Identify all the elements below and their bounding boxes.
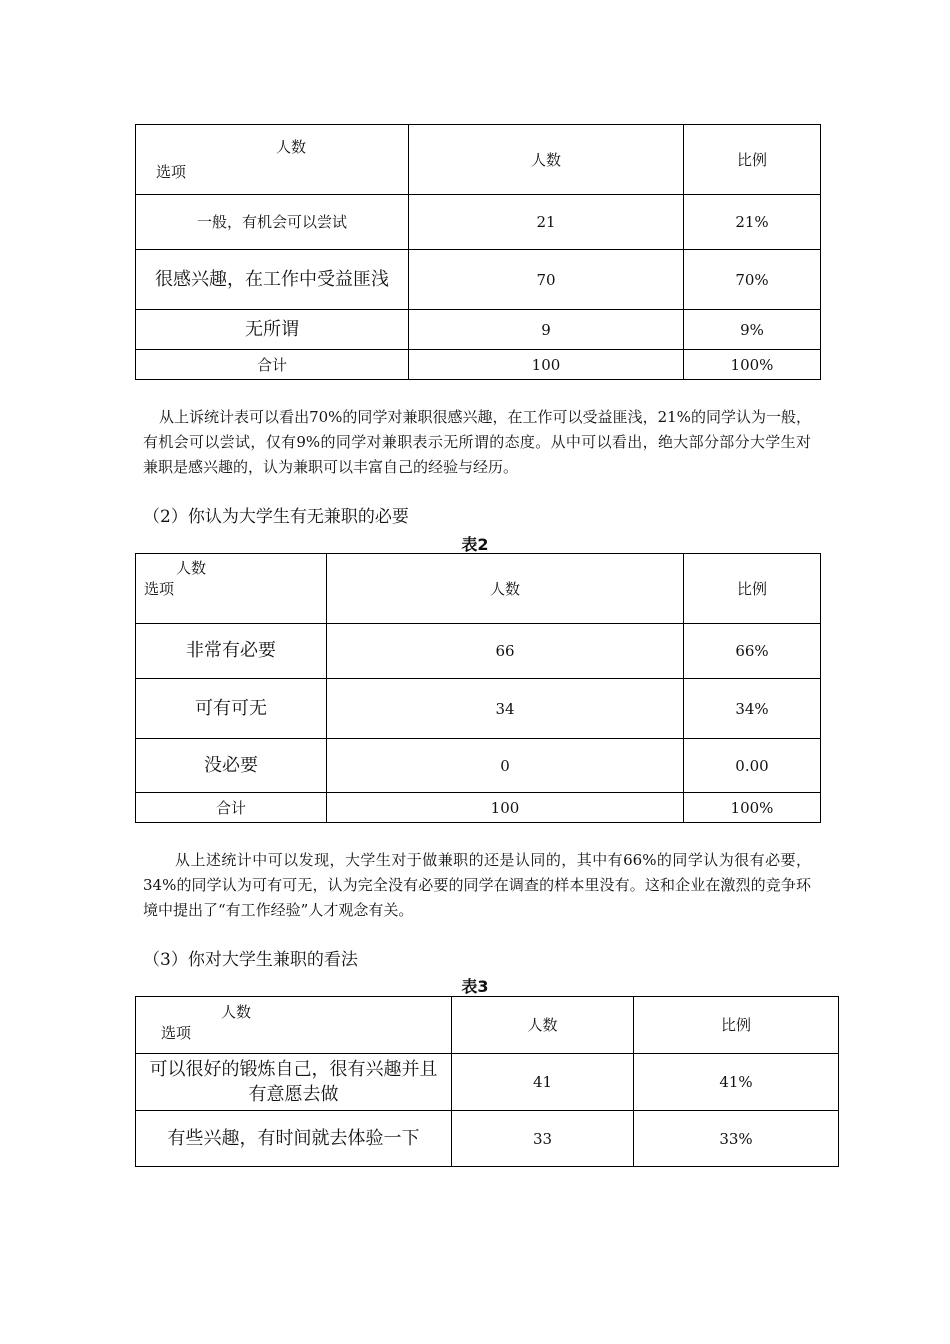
- count-cell: 33: [452, 1111, 634, 1167]
- table-row: [136, 195, 821, 250]
- header-ratio: 比例: [634, 997, 839, 1054]
- question-3: （3）你对大学生兼职的看法: [143, 950, 358, 970]
- count-cell: 9: [409, 310, 684, 350]
- table-row: [136, 310, 821, 350]
- ratio-cell: 0.00: [684, 739, 821, 793]
- table-1: [135, 124, 821, 380]
- option-cell: 可以很好的锻炼自己，很有兴趣并且有意愿去做: [136, 1054, 452, 1111]
- header-ratio: 比例: [684, 125, 821, 195]
- table-2-caption: 表2: [461, 535, 489, 554]
- header-row-label: 人数: [176, 559, 207, 577]
- header-count: 人数: [452, 997, 634, 1054]
- count-cell: 21: [409, 195, 684, 250]
- table-row: [136, 1054, 839, 1111]
- table-header-row: [136, 125, 821, 195]
- option-cell: 很感兴趣，在工作中受益匪浅: [136, 250, 409, 310]
- ratio-cell: 21%: [684, 195, 821, 250]
- table-row: [136, 679, 821, 739]
- table-row: [136, 250, 821, 310]
- header-col-label: 选项: [161, 1024, 192, 1042]
- table-row: [136, 1111, 839, 1167]
- header-col-label: 选项: [156, 163, 187, 181]
- option-cell: 合计: [136, 793, 327, 823]
- option-cell: 没必要: [136, 739, 327, 793]
- question-2: （2）你认为大学生有无兼职的必要: [143, 507, 409, 527]
- ratio-cell: 100%: [684, 350, 821, 380]
- diagonal-header-cell: [136, 125, 409, 195]
- ratio-cell: 70%: [684, 250, 821, 310]
- count-cell: 66: [327, 624, 684, 679]
- option-cell: 非常有必要: [136, 624, 327, 679]
- table-row: [136, 739, 821, 793]
- table-total-row: [136, 793, 821, 823]
- count-cell: 100: [327, 793, 684, 823]
- table-row: [136, 624, 821, 679]
- ratio-cell: 100%: [684, 793, 821, 823]
- diagonal-header-cell: [136, 554, 327, 624]
- count-cell: 100: [409, 350, 684, 380]
- option-cell: 无所谓: [136, 310, 409, 350]
- header-count: 人数: [409, 125, 684, 195]
- count-cell: 70: [409, 250, 684, 310]
- header-ratio: 比例: [684, 554, 821, 624]
- count-cell: 0: [327, 739, 684, 793]
- table-3: [135, 996, 839, 1167]
- header-row-label: 人数: [276, 138, 307, 156]
- count-cell: 34: [327, 679, 684, 739]
- table-2: [135, 553, 821, 823]
- option-cell: 合计: [136, 350, 409, 380]
- ratio-cell: 41%: [634, 1054, 839, 1111]
- table-3-caption: 表3: [461, 977, 489, 996]
- diagonal-header-cell: [136, 997, 452, 1054]
- ratio-cell: 33%: [634, 1111, 839, 1167]
- ratio-cell: 66%: [684, 624, 821, 679]
- option-cell: 有些兴趣，有时间就去体验一下: [136, 1111, 452, 1167]
- table-header-row: [136, 554, 821, 624]
- option-cell: 可有可无: [136, 679, 327, 739]
- count-cell: 41: [452, 1054, 634, 1111]
- header-col-label: 选项: [144, 580, 175, 598]
- option-cell: 一般，有机会可以尝试: [136, 195, 409, 250]
- table-header-row: [136, 997, 839, 1054]
- analysis-paragraph-1: 从上诉统计表可以看出70%的同学对兼职很感兴趣，在工作可以受益匪浅，21%的同学认为一般，有机会可以尝试，仅有9%的同学对兼职表示无所谓的态度。从中可以看出，绝大部分部分大学生对兼职是感兴趣的，认为兼职可以丰富自己的经验与经历。: [143, 408, 811, 476]
- table-total-row: [136, 350, 821, 380]
- header-row-label: 人数: [221, 1003, 252, 1021]
- ratio-cell: 9%: [684, 310, 821, 350]
- header-count: 人数: [327, 554, 684, 624]
- analysis-paragraph-2: 从上述统计中可以发现，大学生对于做兼职的还是认同的，其中有66%的同学认为很有必要，34%的同学认为可有可无，认为完全没有必要的同学在调查的样本里没有。这和企业在激烈的竞争环境中提出了“有工作经验”人才观念有关。: [143, 851, 811, 919]
- ratio-cell: 34%: [684, 679, 821, 739]
